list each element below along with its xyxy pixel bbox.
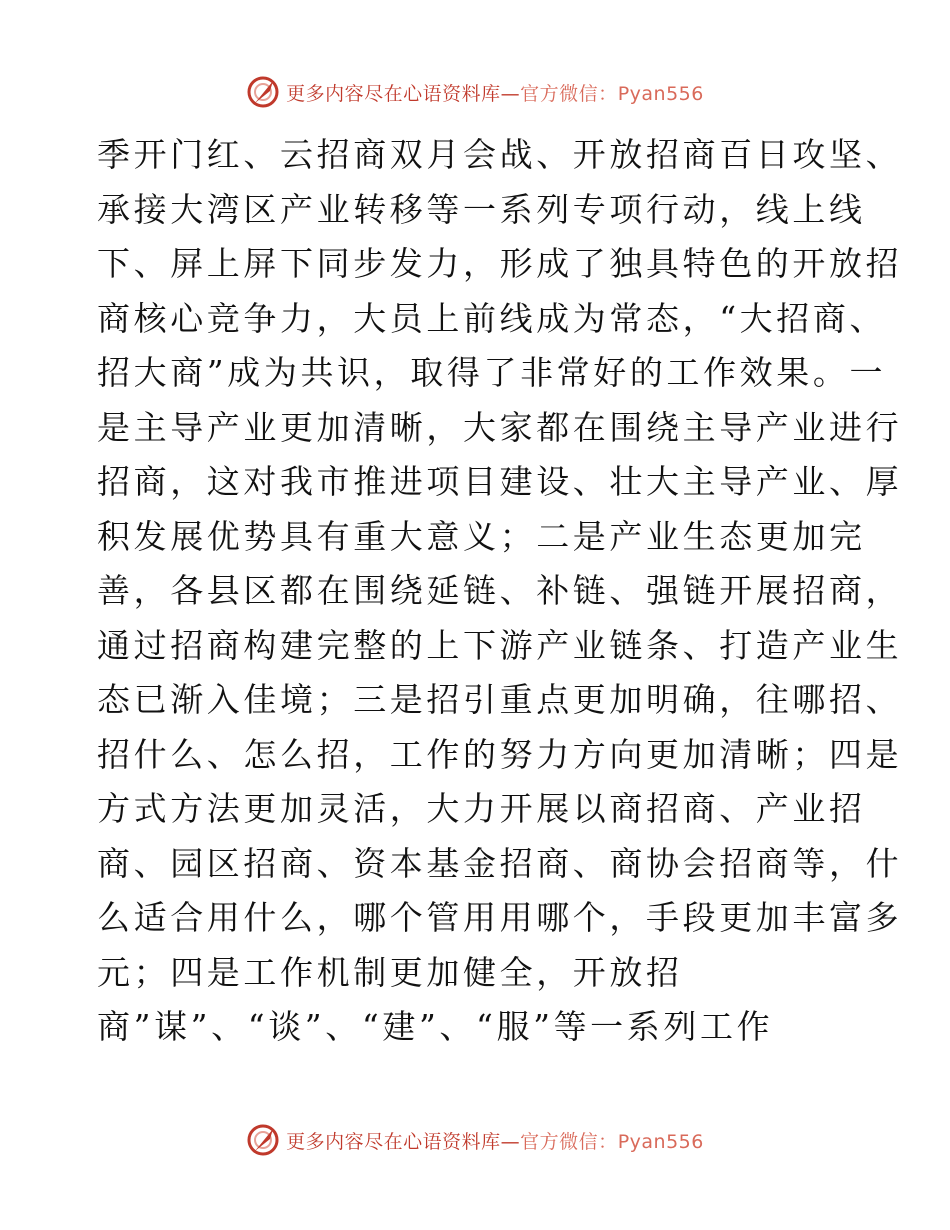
banner-wechat-id: Pyan556 xyxy=(617,1130,704,1153)
banner-wechat-label: 官方微信： xyxy=(520,82,618,105)
text-line: 招什么、怎么招，工作的努力方向更加清晰；四是 xyxy=(97,734,903,774)
banner-separator: — xyxy=(500,1130,521,1153)
banner-wechat-label: 官方微信： xyxy=(520,1130,618,1153)
text-line: 季开门红、云招商双月会战、开放招商百日攻坚、 xyxy=(97,135,903,174)
header-banner-text xyxy=(286,79,704,106)
text-line: 是主导产业更加清晰，大家都在围绕主导产业进行 xyxy=(97,407,903,447)
text-line: 招大商”成为共识，取得了非常好的工作效果。一 xyxy=(97,353,887,392)
text-line: 态已渐入佳境；三是招引重点更加明确，往哪招、 xyxy=(97,680,903,719)
text-line: 商”谋”、“谈”、“建”、“服”等一系列工作 xyxy=(97,1007,774,1046)
header-banner xyxy=(0,70,950,114)
banner-site-name: 更多内容尽在心语资料库 xyxy=(286,82,501,105)
footer-banner xyxy=(0,1118,950,1162)
text-line: 积发展优势具有重大意义；二是产业生态更加完 xyxy=(97,516,866,556)
text-line: 善，各县区都在围绕延链、补链、强链开展招商， xyxy=(97,571,903,610)
text-line: 方式方法更加灵活，大力开展以商招商、产业招 xyxy=(97,789,866,828)
text-line: 么适合用什么，哪个管用用哪个，手段更加丰富多 xyxy=(97,898,903,937)
text-line: 商核心竞争力，大员上前线成为常态，“大招商、 xyxy=(97,298,887,338)
document-body xyxy=(97,128,903,1055)
quill-pen-circle-icon xyxy=(246,75,280,109)
text-line: 通过招商构建完整的上下游产业链条、打造产业生 xyxy=(97,625,903,665)
text-line: 商、园区招商、资本基金招商、商协会招商等，什 xyxy=(97,843,903,883)
banner-site-name: 更多内容尽在心语资料库 xyxy=(286,1130,501,1153)
quill-pen-circle-icon xyxy=(246,1123,280,1157)
banner-separator: — xyxy=(500,82,521,105)
text-line: 元；四是工作机制更加健全，开放招 xyxy=(97,952,683,992)
text-line: 招商，这对我市推进项目建设、壮大主导产业、厚 xyxy=(97,462,903,501)
text-line: 承接大湾区产业转移等一系列专项行动，线上线 xyxy=(97,189,866,229)
text-line: 下、屏上屏下同步发力，形成了独具特色的开放招 xyxy=(97,244,903,283)
footer-banner-text xyxy=(286,1127,704,1154)
banner-wechat-id: Pyan556 xyxy=(617,82,704,105)
